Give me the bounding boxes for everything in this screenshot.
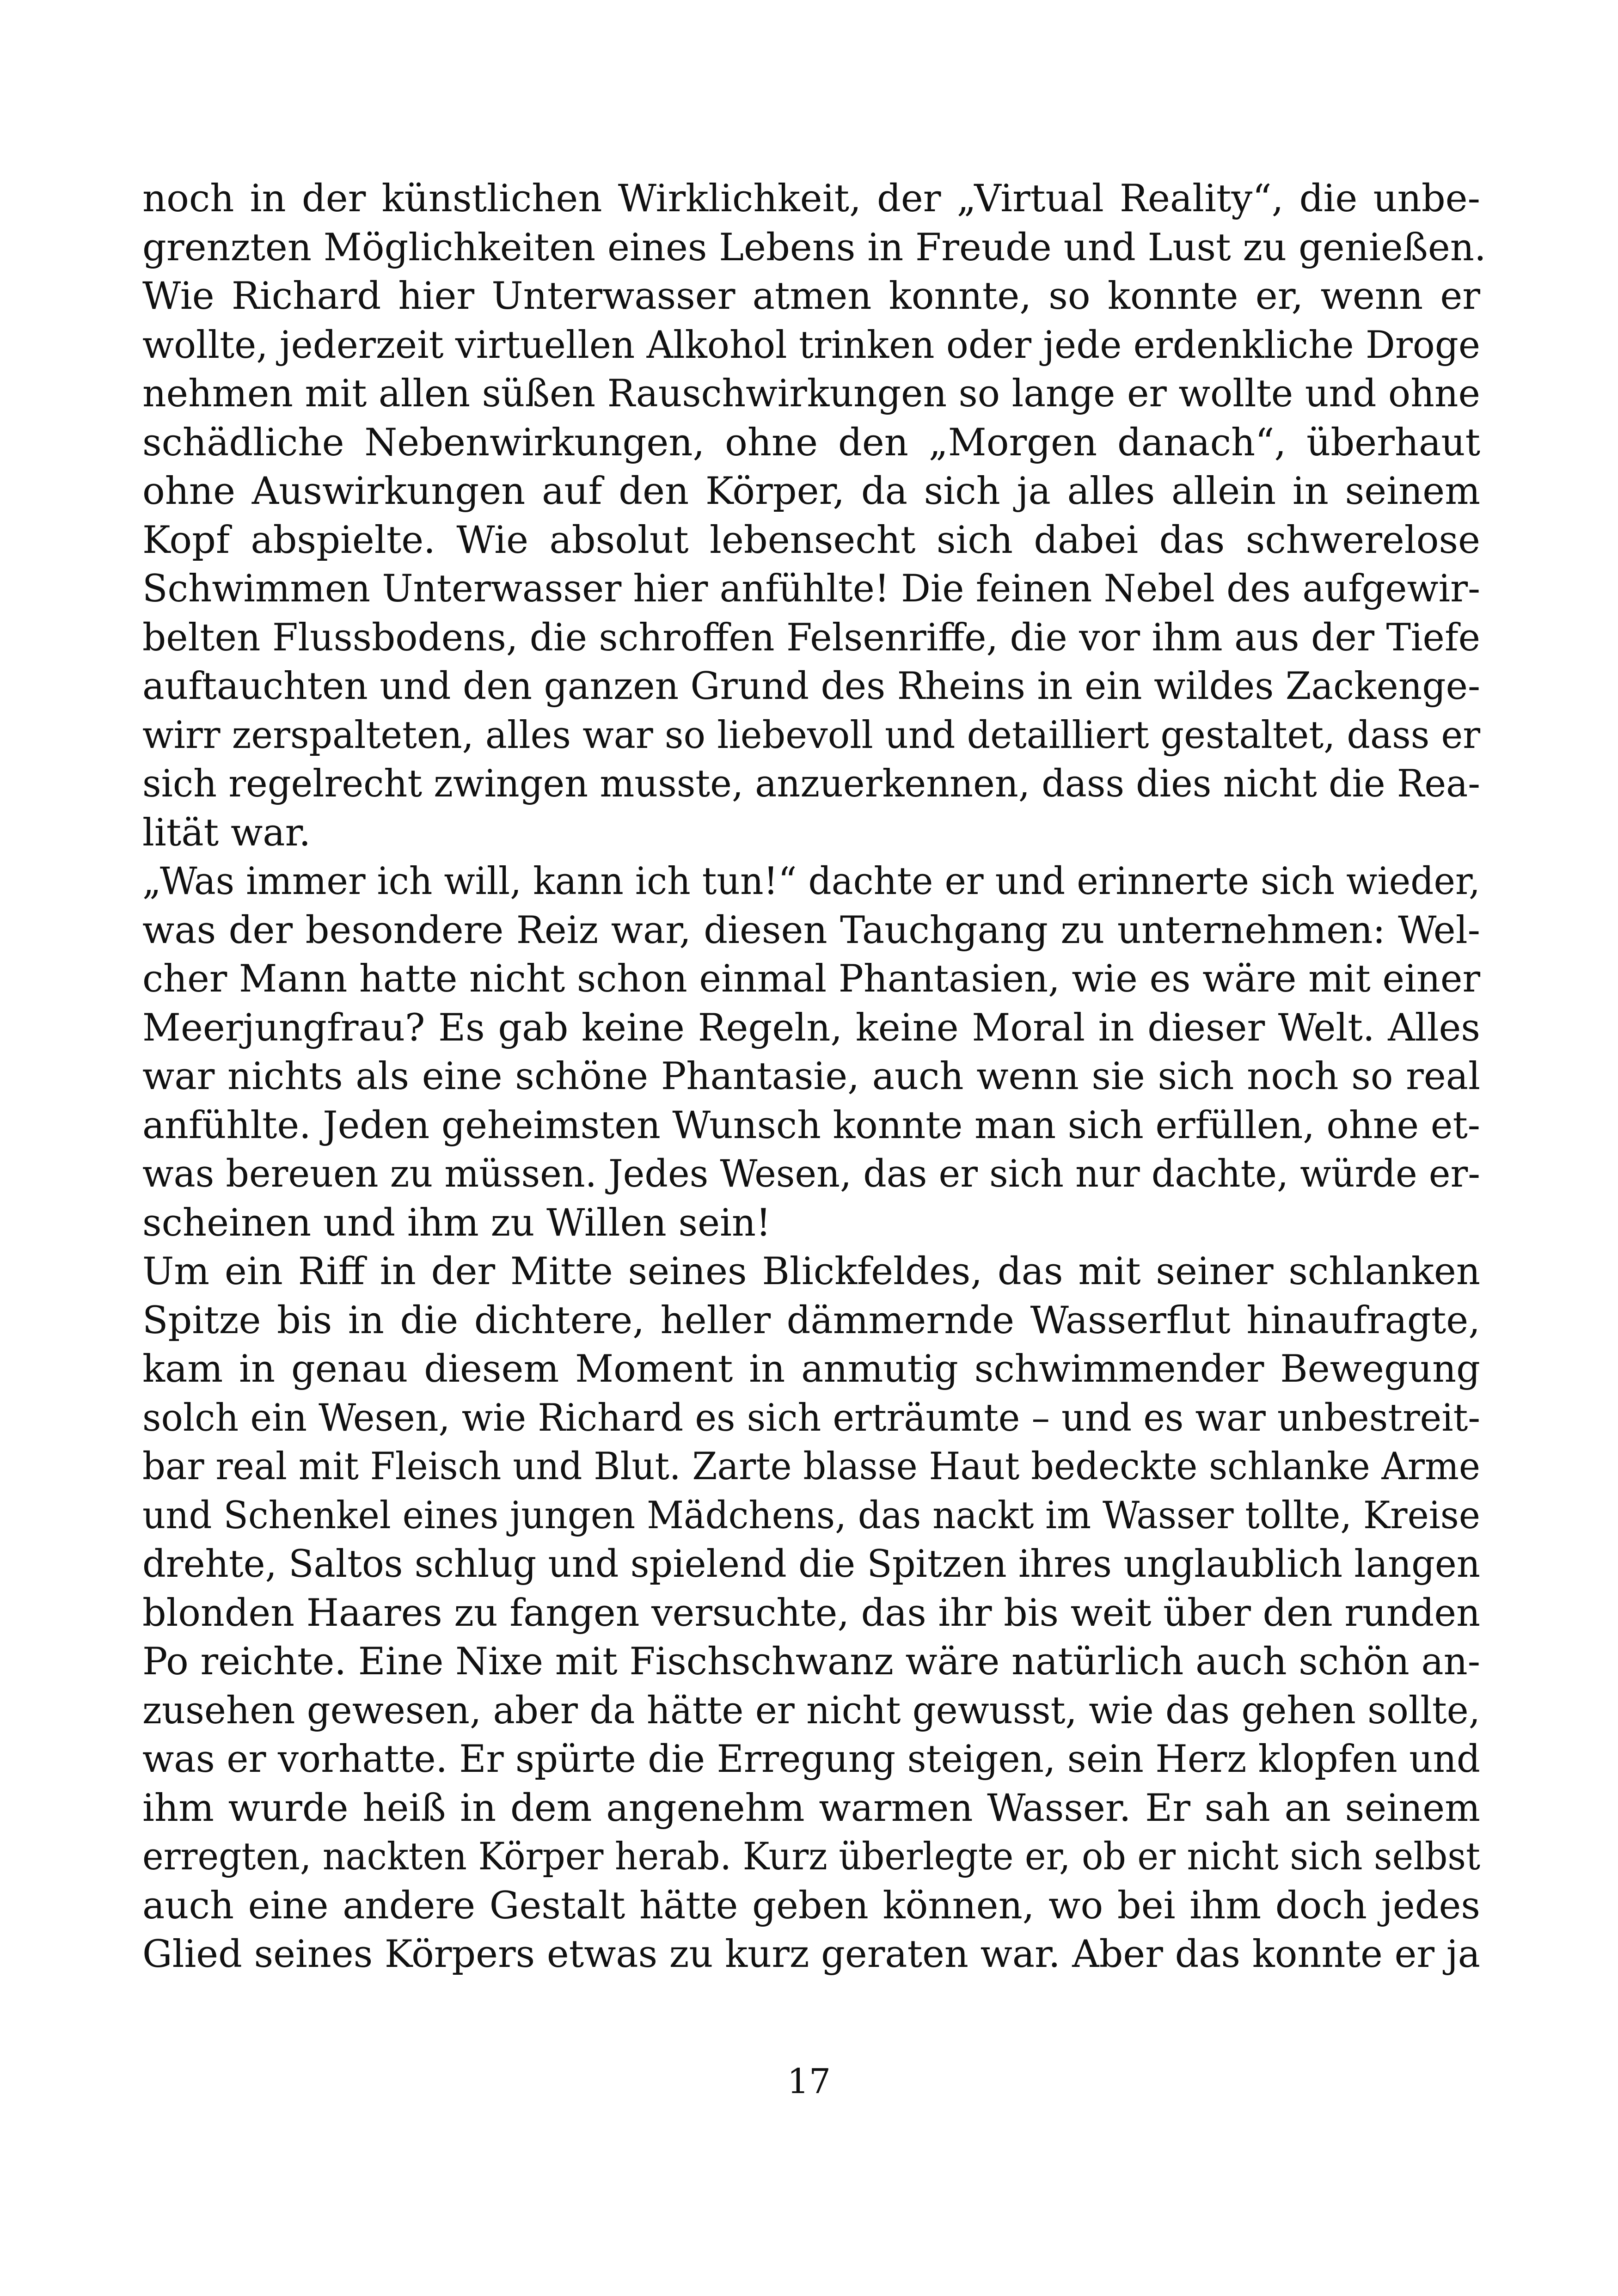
text-line: nehmen mit allen süßen Rauschwirkungen so lange er wollte und ohne	[142, 372, 1480, 416]
text-line: Glied seines Körpers etwas zu kurz geraten war. Aber das konnte er ja	[142, 1933, 1480, 1976]
text-line: kam in genau diesem Moment in anmutig schwimmender Bewegung	[142, 1347, 1480, 1391]
text-line: cher Mann hatte nicht schon einmal Phantasien, wie es wäre mit einer	[142, 957, 1480, 1001]
page-number: 17	[787, 2062, 831, 2101]
text-line: war nichts als eine schöne Phantasie, auch wenn sie sich noch so real	[142, 1055, 1480, 1098]
text-line: noch in der künstlichen Wirklichkeit, der „Virtual Reality“, die unbe-	[142, 177, 1480, 220]
text-line: belten Flussbodens, die schroffen Felsenriffe, die vor ihm aus der Tiefe	[142, 616, 1480, 660]
text-line: wollte, jederzeit virtuellen Alkohol trinken oder jede erdenkliche Droge	[142, 323, 1480, 367]
text-line: Um ein Riff in der Mitte seines Blickfeldes, das mit seiner schlanken	[142, 1250, 1480, 1293]
text-line: was der besondere Reiz war, diesen Tauchgang zu unternehmen: Wel-	[142, 908, 1480, 952]
text-line: Kopf abspielte. Wie absolut lebensecht sich dabei das schwerelose	[142, 518, 1480, 562]
text-line: anfühlte. Jeden geheimsten Wunsch konnte man sich erfüllen, ohne et-	[142, 1103, 1480, 1147]
text-line: ihm wurde heiß in dem angenehm warmen Wasser. Er sah an seinem	[142, 1786, 1480, 1830]
text-line: sich regelrecht zwingen musste, anzuerkennen, dass dies nicht die Rea-	[142, 762, 1480, 806]
text-line: lität war.	[142, 811, 311, 855]
text-line: drehte, Saltos schlug und spielend die Spitzen ihres unglaublich langen	[142, 1543, 1480, 1586]
text-line: bar real mit Fleisch und Blut. Zarte blasse Haut bedeckte schlanke Arme	[142, 1445, 1480, 1488]
text-line: ohne Auswirkungen auf den Körper, da sich ja alles allein in seinem	[142, 470, 1480, 513]
text-line: Po reichte. Eine Nixe mit Fischschwanz wäre natürlich auch schön an-	[142, 1640, 1480, 1684]
text-line: was er vorhatte. Er spürte die Erregung steigen, sein Herz klopfen und	[142, 1738, 1480, 1781]
text-line: Schwimmen Unterwasser hier anfühlte! Die feinen Nebel des aufgewir-	[142, 567, 1480, 611]
text-line: Spitze bis in die dichtere, heller dämmernde Wasserflut hinaufragte,	[142, 1298, 1480, 1342]
text-line: „Was immer ich will, kann ich tun!“ dachte er und erinnerte sich wieder,	[142, 860, 1480, 903]
text-line: schädliche Nebenwirkungen, ohne den „Morgen danach“, überhaut	[142, 421, 1480, 465]
text-line: zusehen gewesen, aber da hätte er nicht gewusst, wie das gehen sollte,	[142, 1689, 1480, 1733]
text-line: auch eine andere Gestalt hätte geben können, wo bei ihm doch jedes	[142, 1884, 1480, 1928]
text-line: Meerjungfrau? Es gab keine Regeln, keine Moral in dieser Welt. Alles	[142, 1006, 1480, 1050]
text-line: blonden Haares zu fangen versuchte, das ihr bis weit über den runden	[142, 1591, 1480, 1635]
body-text	[142, 175, 1486, 1979]
text-line: solch ein Wesen, wie Richard es sich erträumte – und es war unbestreit-	[142, 1396, 1480, 1440]
text-line: was bereuen zu müssen. Jedes Wesen, das er sich nur dachte, würde er-	[142, 1152, 1480, 1196]
text-line: grenzten Möglichkeiten eines Lebens in Freude und Lust zu genießen.	[142, 226, 1486, 269]
text-line: erregten, nackten Körper herab. Kurz überlegte er, ob er nicht sich selbst	[142, 1835, 1480, 1879]
text-line: Wie Richard hier Unterwasser atmen konnte, so konnte er, wenn er	[142, 275, 1480, 318]
text-line: und Schenkel eines jungen Mädchens, das nackt im Wasser tollte, Kreise	[142, 1494, 1480, 1537]
text-line: wirr zerspalteten, alles war so liebevoll und detailliert gestaltet, dass er	[142, 713, 1480, 757]
text-line: scheinen und ihm zu Willen sein!	[142, 1201, 771, 1245]
text-line: auftauchten und den ganzen Grund des Rheins in ein wildes Zackenge-	[142, 665, 1480, 708]
